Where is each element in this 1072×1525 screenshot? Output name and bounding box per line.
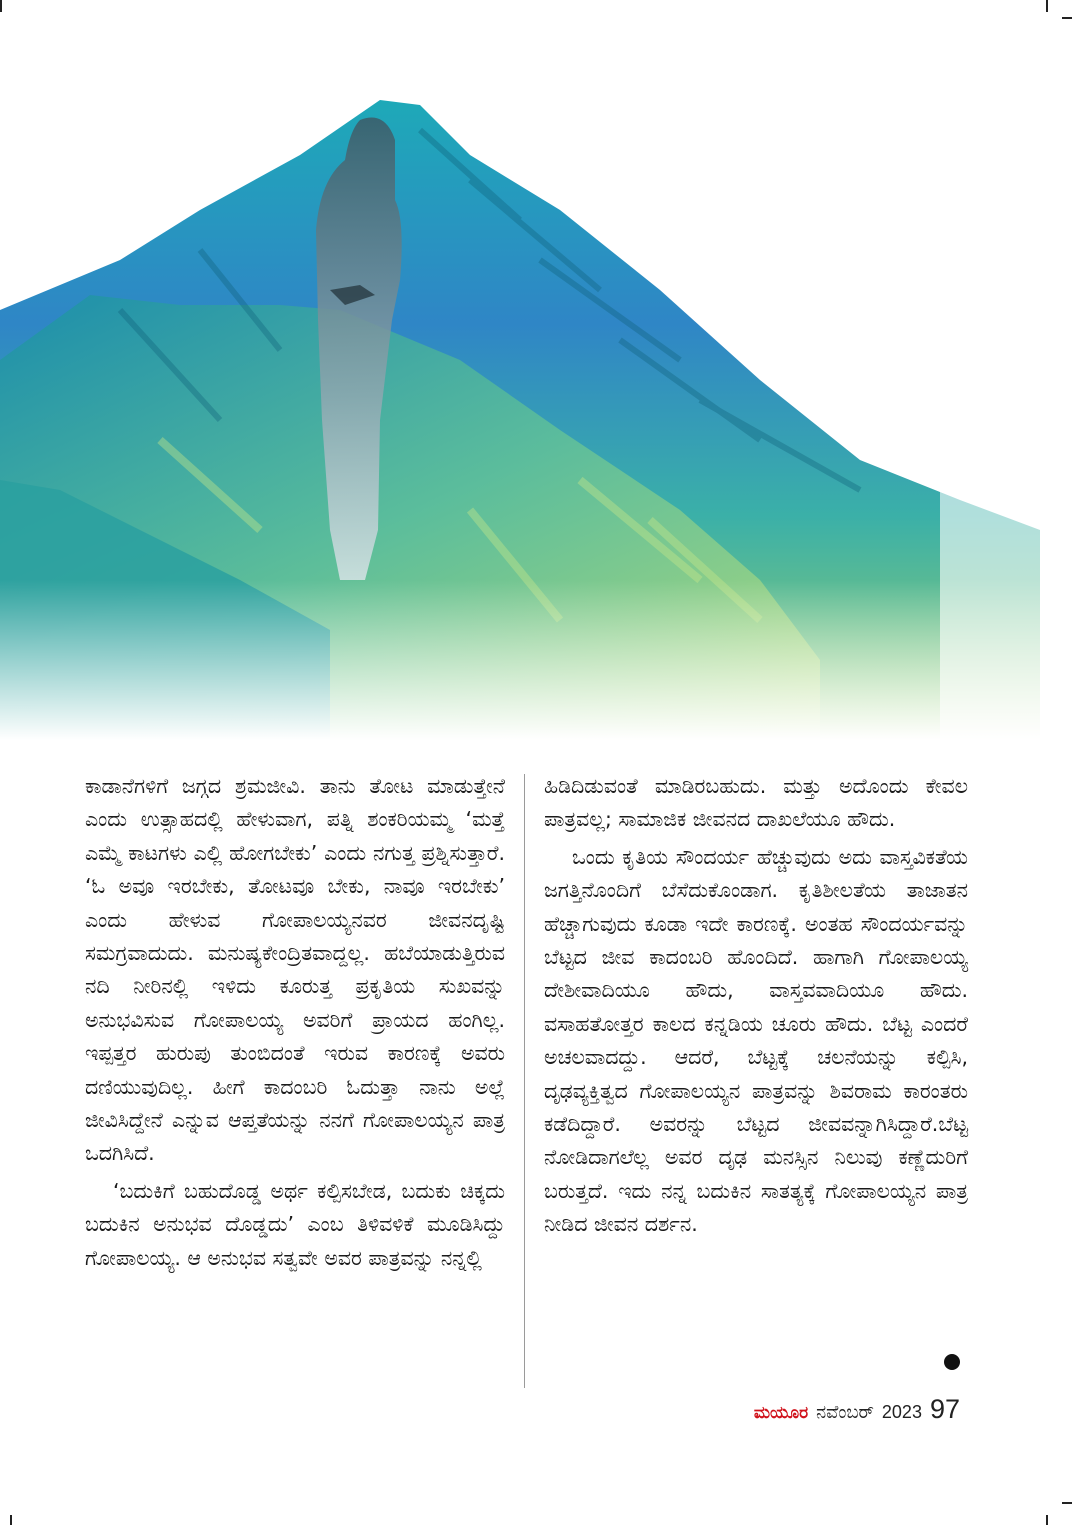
crop-mark-top-left (0, 0, 2, 12)
issue-month: ನವೆಂಬರ್ (816, 1402, 874, 1423)
issue-year: 2023 (881, 1402, 922, 1422)
paragraph: ಒಂದು ಕೃತಿಯ ಸೌಂದರ್ಯ ಹೆಚ್ಚುವುದು ಅದು ವಾಸ್ತವಿಕತೆಯ ಜಗತ್ತಿನೊಂದಿಗೆ ಬೆಸೆದುಕೊಂಡಾಗ. ಕೃತಿಶೀಲತೆಯ ತಾಜಾತನ ಹೆಚ್ಚಾಗುವುದು ಕೂಡಾ ಇದೇ ಕಾರಣಕ್ಕೆ. ಅಂತಹ ಸೌಂದರ್ಯವನ್ನು ಬೆಟ್ಟದ ಜೀವ ಕಾದಂಬರಿ ಹೊಂದಿದೆ. ಹಾಗಾಗಿ ಗೋಪಾಲಯ್ಯ ದೇಶೀವಾದಿಯೂ ಹೌದು, ವಾಸ್ತವವಾದಿಯೂ ಹೌದು. ವಸಾಹತೋತ್ತರ ಕಾಲದ ಕನ್ನಡಿಯ ಚೂರು ಹೌದು. ಬೆಟ್ಟ ಎಂದರೆ ಅಚಲವಾದದ್ದು. ಆದರೆ, ಬೆಟ್ಟಕ್ಕೆ ಚಲನೆಯನ್ನು ಕಲ್ಪಿಸಿ, ದೃಢವ್ಯಕ್ತಿತ್ವದ ಗೋಪಾಲಯ್ಯನ ಪಾತ್ರವನ್ನು ಶಿವರಾಮ ಕಾರಂತರು ಕಡೆದಿದ್ದಾರೆ. ಅವರನ್ನು ಬೆಟ್ಟದ ಜೀವವನ್ನಾಗಿಸಿದ್ದಾರೆ.ಬೆಟ್ಟ ನೋಡಿದಾಗಲೆಲ್ಲ ಅವರ ದೃಢ ಮನಸ್ಸಿನ ನಿಲುವು ಕಣ್ಣೆದುರಿಗೆ ಬರುತ್ತದೆ. ಇದು ನನ್ನ ಬದುಕಿನ ಸಾತತ್ಯಕ್ಕೆ ಗೋಪಾಲಯ್ಯನ ಪಾತ್ರ ನೀಡಿದ ಜೀವನ ದರ್ಶನ. (544, 844, 968, 1237)
crop-mark-right-lower (1062, 1502, 1072, 1504)
article-column-left (85, 770, 505, 1275)
crop-mark-top-right (1046, 0, 1048, 12)
paragraph: ಕಾಡಾನೆಗಳಿಗೆ ಜಗ್ಗದ ಶ್ರಮಜೀವಿ. ತಾನು ತೋಟ ಮಾಡುತ್ತೇನೆ ಎಂದು ಉತ್ಸಾಹದಲ್ಲಿ ಹೇಳುವಾಗ, ಪತ್ನಿ ಶಂಕರಿಯಮ್ಮ ‘ಮತ್ತೆ ಎಮ್ಮೆ ಕಾಟಗಳು ಎಲ್ಲಿ ಹೋಗಬೇಕು’ ಎಂದು ನಗುತ್ತ ಪ್ರಶ್ನಿಸುತ್ತಾರೆ. ‘ಓ ಅವೂ ಇರಬೇಕು, ತೋಟವೂ ಬೇಕು, ನಾವೂ ಇರಬೇಕು’ ಎಂದು ಹೇಳುವ ಗೋಪಾಲಯ್ಯನವರ ಜೀವನದೃಷ್ಟಿ ಸಮಗ್ರವಾದುದು. ಮನುಷ್ಯಕೇಂದ್ರಿತವಾದ್ದಲ್ಲ. ಹಬೆಯಾಡುತ್ತಿರುವ ನದಿ ನೀರಿನಲ್ಲಿ ಇಳಿದು ಕೂರುತ್ತ ಪ್ರಕೃತಿಯ ಸುಖವನ್ನು ಅನುಭವಿಸುವ ಗೋಪಾಲಯ್ಯ ಅವರಿಗೆ ಪ್ರಾಯದ ಹಂಗಿಲ್ಲ. ಇಪ್ಪತ್ತರ ಹುರುಪು ತುಂಬಿದಂತೆ ಇರುವ ಕಾರಣಕ್ಕೆ ಅವರು ದಣಿಯುವುದಿಲ್ಲ. ಹೀಗೆ ಕಾದಂಬರಿ ಓದುತ್ತಾ ನಾನು ಅಲ್ಲೆ ಜೀವಿಸಿದ್ದೇನೆ ಎನ್ನುವ ಆಪ್ತತೆಯನ್ನು ನನಗೆ ಗೋಪಾಲಯ್ಯನ ಪಾತ್ರ ಒದಗಿಸಿದೆ. (85, 774, 505, 1166)
crop-mark-bottom-right (1046, 1515, 1048, 1525)
page-footer (754, 1394, 960, 1425)
crop-mark-bottom-left (10, 1515, 12, 1525)
magazine-logo: ಮಯೂರ (753, 1403, 809, 1423)
column-divider (524, 774, 525, 1388)
crop-mark-right-upper (1062, 17, 1072, 19)
end-of-article-bullet (944, 1354, 960, 1370)
paragraph: ಹಿಡಿದಿಡುವಂತೆ ಮಾಡಿರಬಹುದು. ಮತ್ತು ಅದೊಂದು ಕೇವಲ ಪಾತ್ರವಲ್ಲ; ಸಾಮಾಜಿಕ ಜೀವನದ ದಾಖಲೆಯೂ ಹೌದು. (544, 774, 968, 832)
article-column-right (544, 770, 968, 1242)
page-number: 97 (929, 1394, 960, 1424)
mountain-illustration (0, 60, 1072, 740)
paragraph: ‘ಬದುಕಿಗೆ ಬಹುದೊಡ್ಡ ಅರ್ಥ ಕಲ್ಪಿಸಬೇಡ, ಬದುಕು ಚಿಕ್ಕದು ಬದುಕಿನ ಅನುಭವ ದೊಡ್ಡದು’ ಎಂಬ ತಿಳಿವಳಿಕೆ ಮೂಡಿಸಿದ್ದು ಗೋಪಾಲಯ್ಯ. ಆ ಅನುಭವ ಸತ್ವವೇ ಅವರ ಪಾತ್ರವನ್ನು ನನ್ನಲ್ಲಿ (85, 1178, 505, 1270)
